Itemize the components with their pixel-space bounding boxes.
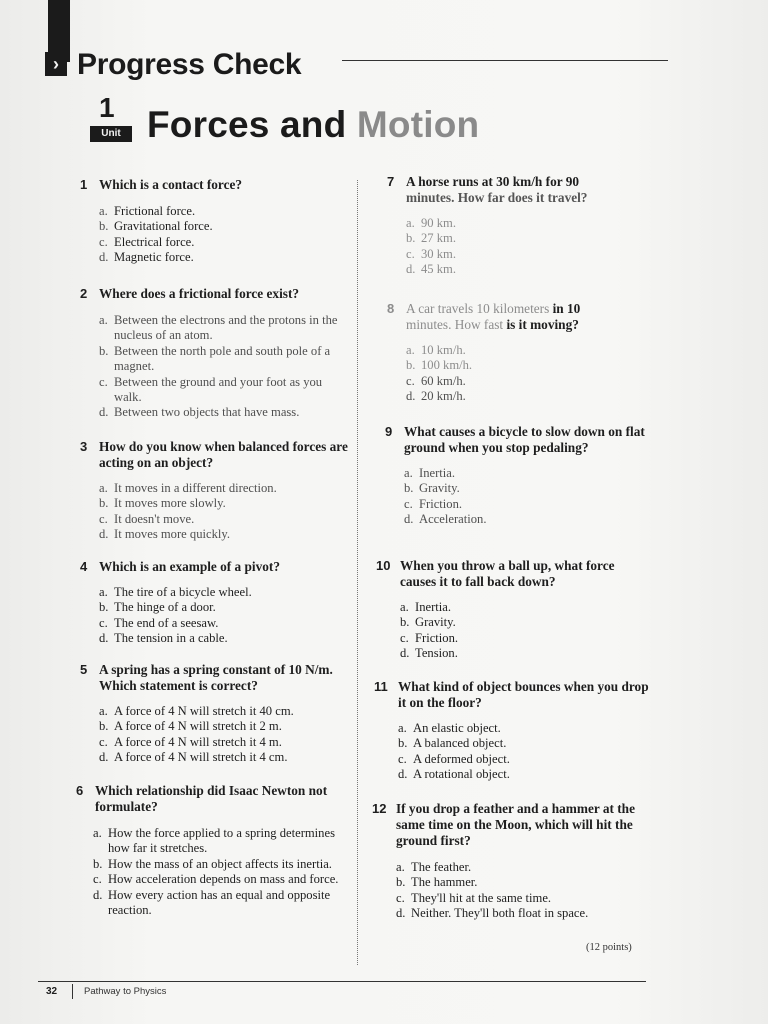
answer-option: b. A force of 4 N will stretch it 2 m. [99, 719, 282, 734]
question-1 [80, 177, 350, 266]
answer-option: d. A force of 4 N will stretch it 4 cm. [99, 750, 288, 765]
answer-option: b. 100 km/h. [406, 358, 473, 373]
answer-option: d. Acceleration. [404, 512, 487, 527]
answer-option: c. Electrical force. [99, 234, 195, 249]
question-3 [80, 439, 350, 543]
answer-option: b. Gravitational force. [99, 219, 213, 234]
question-text: A car travels 10 kilometers in 10 minutes. How fast is it moving? [406, 301, 581, 332]
answer-option: d. A rotational object. [398, 767, 510, 782]
answer-option: b. Gravity. [400, 615, 456, 630]
answer-option: a. How the force applied to a spring determines how far it stretches. [93, 826, 335, 856]
question-6 [76, 783, 348, 918]
question-11 [374, 679, 649, 783]
answer-option: c. A force of 4 N will stretch it 4 m. [99, 734, 282, 749]
answer-option: c. 60 km/h. [406, 373, 466, 388]
answer-option: c. It doesn't move. [99, 511, 195, 526]
question-text: How do you know when balanced forces are acting on an object? [99, 439, 348, 470]
question-2 [80, 286, 350, 421]
answer-option: a. Inertia. [404, 466, 456, 480]
answer-option: d. Between two objects that have mass. [99, 405, 300, 420]
question-12 [372, 801, 654, 922]
answer-option: d. 20 km/h. [406, 389, 466, 404]
question-number: 5 [80, 662, 88, 677]
answer-option: c. How acceleration depends on mass and force. [93, 872, 339, 887]
answer-option: a. Between the electrons and the protons in the nucleus of an atom. [99, 313, 338, 343]
question-number: 8 [387, 301, 395, 316]
answer-option: a. It moves in a different direction. [99, 481, 277, 495]
answer-option: c. Friction. [400, 630, 459, 645]
answer-option: b. The hinge of a door. [99, 600, 216, 615]
answer-option: a. The feather. [396, 860, 472, 874]
answer-option: b. Gravity. [404, 481, 460, 496]
answer-option: a. 90 km. [406, 216, 456, 230]
answer-option: a. The tire of a bicycle wheel. [99, 585, 252, 599]
answer-option: b. How the mass of an object affects its inertia. [93, 856, 332, 871]
answer-option: d. Tension. [400, 646, 458, 661]
unit-title [147, 104, 479, 146]
answer-option: c. They'll hit at the same time. [396, 890, 552, 905]
question-text: Which is a contact force? [99, 177, 243, 192]
unit-number: 1 [99, 92, 115, 123]
answer-option: a. A force of 4 N will stretch it 40 cm. [99, 704, 294, 718]
question-5 [80, 662, 350, 766]
answer-option: c. Between the ground and your foot as you walk. [99, 374, 323, 405]
answer-option: c. 30 km. [406, 246, 456, 261]
question-number: 1 [80, 177, 88, 192]
question-7 [387, 174, 662, 278]
question-text: Where does a frictional force exist? [99, 286, 300, 301]
question-text: A horse runs at 30 km/h for 90 minutes. How far does it travel? [406, 174, 588, 205]
question-text: Which is an example of a pivot? [99, 559, 280, 574]
question-number: 2 [80, 286, 88, 301]
answer-option: a. Inertia. [400, 600, 452, 614]
question-number: 10 [376, 558, 391, 573]
question-text: A spring has a spring constant of 10 N/m. Which statement is correct? [99, 662, 333, 693]
question-text: Which relationship did Isaac Newton not formulate? [95, 783, 328, 814]
answer-option: d. How every action has an equal and opposite reaction. [93, 887, 331, 918]
footer-rule [38, 981, 646, 982]
question-text: If you drop a feather and a hammer at the same time on the Moon, which will hit the ground first? [396, 801, 635, 848]
question-number: 7 [387, 174, 395, 189]
answer-option: d. The tension in a cable. [99, 631, 228, 646]
question-number: 3 [80, 439, 88, 454]
question-text: What kind of object bounces when you drop it on the floor? [398, 679, 649, 710]
footer-divider [72, 984, 73, 999]
question-number: 9 [385, 424, 393, 439]
question-8 [387, 301, 662, 405]
unit-title-dark: Forces and [147, 104, 357, 145]
answer-option: a. Frictional force. [99, 204, 196, 218]
question-number: 11 [374, 679, 388, 694]
answer-option: b. Between the north pole and south pole of a magnet. [99, 343, 331, 374]
chevron-right-icon: › [45, 52, 67, 76]
answer-option: c. A deformed object. [398, 751, 510, 766]
unit-title-light: Motion [356, 104, 480, 145]
page-number: 32 [46, 986, 58, 997]
question-number: 6 [76, 783, 84, 798]
answer-option: b. The hammer. [396, 875, 478, 890]
question-9 [385, 424, 660, 528]
question-number: 12 [372, 801, 387, 816]
answer-option: c. Friction. [404, 496, 463, 511]
question-4 [80, 559, 350, 647]
answer-option: b. 27 km. [406, 231, 456, 246]
question-text: What causes a bicycle to slow down on flat ground when you stop pedaling? [404, 424, 645, 455]
points-total: (12 points) [586, 942, 632, 953]
page-title: Progress Check [77, 48, 302, 81]
answer-option: d. It moves more quickly. [99, 527, 230, 542]
answer-option: a. 10 km/h. [406, 343, 466, 357]
column-divider [357, 180, 358, 965]
question-10 [376, 558, 651, 662]
answer-option: d. 45 km. [406, 262, 456, 277]
answer-option: a. An elastic object. [398, 721, 501, 735]
unit-badge: Unit [90, 126, 132, 142]
answer-option: d. Magnetic force. [99, 250, 194, 265]
question-number: 4 [80, 559, 88, 574]
answer-option: c. The end of a seesaw. [99, 615, 219, 630]
header-rule [342, 60, 668, 61]
question-text: When you throw a ball up, what force causes it to fall back down? [400, 558, 615, 589]
answer-option: d. Neither. They'll both float in space. [396, 906, 589, 921]
answer-option: b. A balanced object. [398, 736, 507, 751]
answer-option: b. It moves more slowly. [99, 496, 226, 511]
book-title: Pathway to Physics [84, 986, 167, 997]
